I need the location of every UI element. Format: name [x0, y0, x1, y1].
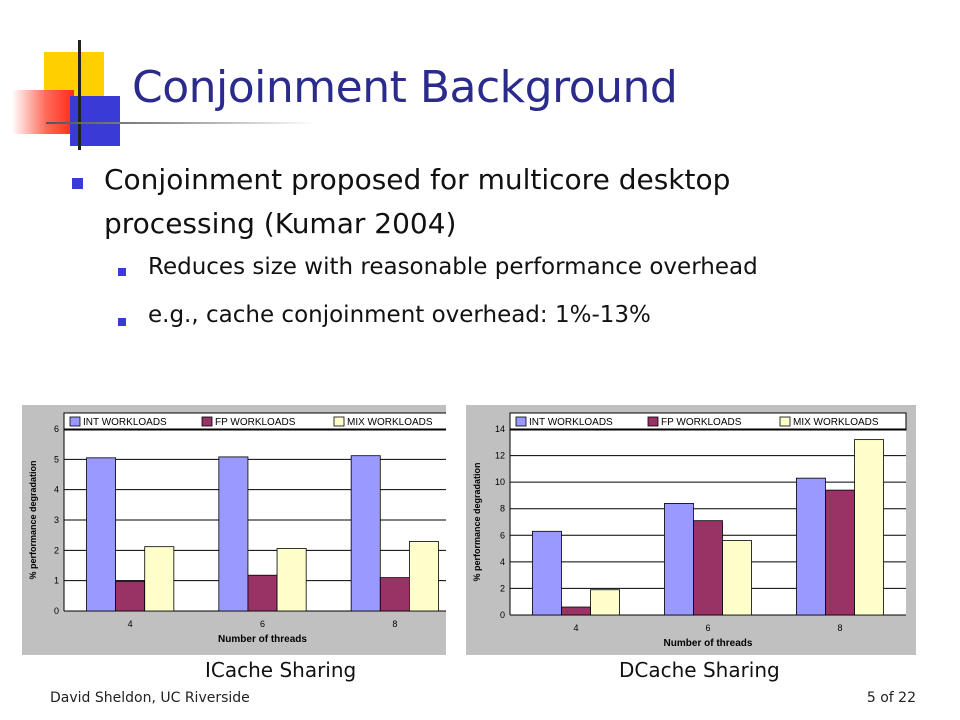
icache-legend — [64, 413, 446, 430]
dcache-legend-swatch — [648, 417, 658, 426]
dcache-y-tick-label: 0 — [499, 610, 505, 620]
icache-bar — [116, 581, 145, 611]
icache-y-tick-label: 4 — [53, 484, 59, 495]
icache-x-tick-label: 8 — [392, 619, 398, 629]
title-decoration-vertical-line — [78, 40, 81, 150]
dcache-x-tick-label: 8 — [837, 623, 843, 633]
dcache-x-tick-label: 4 — [573, 623, 579, 633]
icache-bar — [351, 456, 380, 611]
dcache-y-tick-label: 8 — [499, 503, 505, 514]
dcache-legend-label: INT WORKLOADS — [529, 417, 613, 428]
icache-y-tick-label: 6 — [53, 424, 59, 434]
dcache-y-tick-label: 2 — [499, 583, 505, 594]
dcache-x-axis-title: Number of threads — [663, 638, 753, 649]
icache-y-tick-label: 0 — [53, 606, 59, 616]
icache-bar — [409, 542, 438, 611]
dcache-x-tick-label: 6 — [705, 623, 711, 633]
dcache-legend-swatch — [780, 417, 790, 426]
dcache-caption: DCache Sharing — [619, 658, 780, 682]
icache-legend-label: INT WORKLOADS — [83, 417, 167, 428]
dcache-legend-label: FP WORKLOADS — [661, 417, 742, 428]
dcache-y-tick-label: 10 — [494, 477, 505, 488]
dcache-bar — [561, 607, 590, 615]
sub-bullet-overhead: e.g., cache conjoinment overhead: 1%-13% — [148, 302, 651, 328]
dcache-bar — [855, 440, 884, 615]
dcache-bar — [693, 521, 722, 615]
dcache-bar — [591, 590, 620, 615]
sub-bullet-marker — [118, 268, 126, 276]
icache-x-tick-label: 4 — [127, 619, 133, 629]
icache-y-tick-label: 5 — [53, 454, 59, 465]
page-number: 5 of 22 — [866, 690, 916, 706]
dcache-y-tick-label: 12 — [494, 450, 505, 461]
icache-bar — [86, 458, 115, 611]
icache-x-tick-label: 6 — [259, 619, 266, 629]
title-decoration-horizontal-line — [46, 122, 316, 124]
dcache-y-tick-label: 6 — [499, 530, 505, 541]
dcache-bar — [796, 478, 825, 615]
icache-bar — [380, 578, 409, 611]
icache-y-tick-label: 2 — [53, 545, 59, 556]
dcache-legend — [510, 413, 906, 430]
icache-legend-swatch — [334, 417, 344, 426]
icache-caption: ICache Sharing — [205, 658, 357, 682]
dcache-legend-swatch — [516, 417, 526, 426]
sub-bullet-size: Reduces size with reasonable performance overhead — [148, 254, 758, 280]
dcache-y-axis-title: % performance degradation — [472, 462, 482, 582]
icache-y-tick-label: 1 — [53, 575, 59, 586]
dcache-bar — [532, 531, 561, 615]
icache-sharing-chart — [22, 405, 446, 655]
icache-x-axis-title: Number of threads — [218, 634, 307, 645]
icache-legend-swatch — [70, 417, 80, 426]
title-decoration-red-bar — [12, 90, 74, 134]
dcache-bar — [825, 490, 854, 615]
dcache-bar — [723, 541, 752, 615]
dcache-sharing-chart — [466, 405, 916, 655]
sub-bullet-marker — [118, 318, 126, 326]
icache-bar — [145, 547, 174, 611]
icache-bar — [219, 457, 248, 611]
icache-bar — [277, 549, 306, 611]
dcache-y-tick-label: 4 — [499, 556, 505, 567]
bullet-marker — [72, 178, 83, 189]
icache-legend-label: MIX WORKLOADS — [347, 417, 433, 428]
icache-bar — [248, 575, 277, 611]
slide-title: Conjoinment Background — [132, 62, 678, 113]
icache-legend-swatch — [202, 417, 212, 426]
icache-legend-label: FP WORKLOADS — [215, 417, 296, 428]
bullet-main: Conjoinment proposed for multicore desktop processing (Kumar 2004) — [104, 163, 731, 240]
icache-y-axis-title: % performance degradation — [28, 460, 38, 580]
dcache-bar — [664, 503, 693, 615]
footer-author: David Sheldon, UC Riverside — [50, 690, 250, 706]
dcache-y-tick-label: 14 — [494, 424, 505, 434]
dcache-legend-label: MIX WORKLOADS — [793, 417, 879, 428]
icache-y-tick-label: 3 — [53, 515, 59, 525]
